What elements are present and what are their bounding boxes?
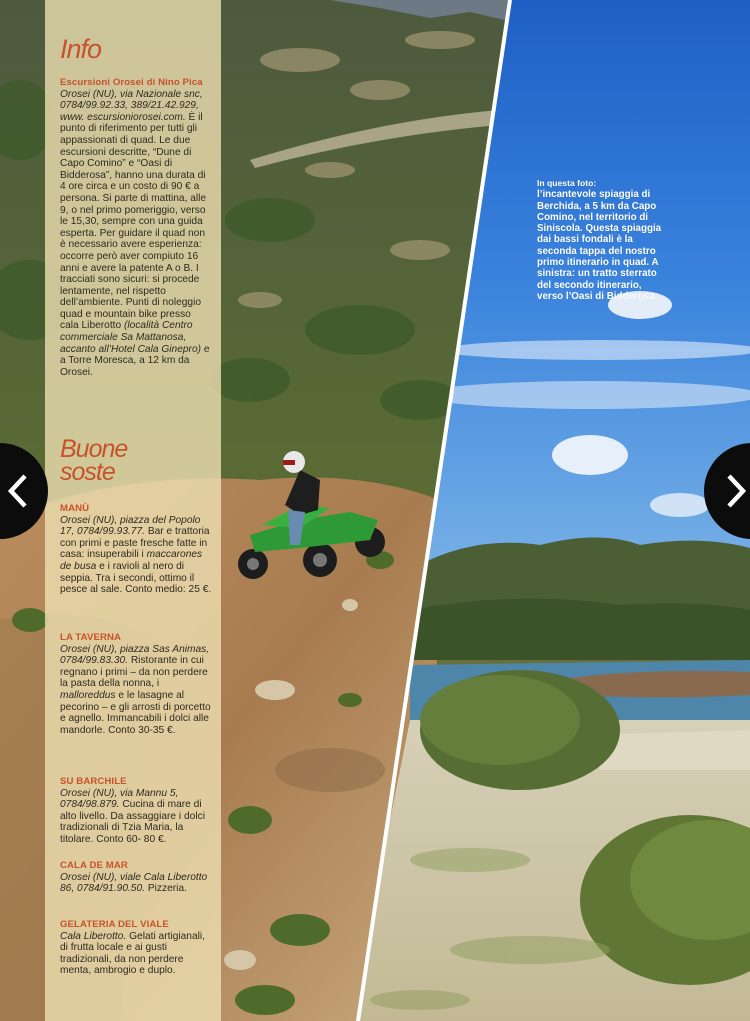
entry-address: Orosei (NU), piazza Sas Animas, 0784/99.83.30. (60, 643, 210, 667)
soste-entry-cala-de-mar (60, 860, 212, 895)
entry-name: Escursioni Orosei di Nino Pica (60, 77, 203, 88)
soste-title-line2: soste (60, 458, 115, 486)
info-entry (60, 77, 212, 378)
entry-name: SU BARCHILE (60, 776, 127, 787)
entry-name: MANÙ (60, 503, 90, 514)
entry-text-italic: malloreddus (60, 689, 116, 701)
soste-entry-la-taverna (60, 632, 212, 736)
entry-name: LA TAVERNA (60, 632, 122, 643)
entry-text-b: e i ravioli al nero di seppia. Tra i secondi, ottimo il pesce al sale. Conto medio: 25 €. (60, 560, 212, 596)
caption-text: l’incantevole spiaggia di Berchida, a 5 km da Capo Comino, nel territorio di Siniscola. Questa spiaggia dai bassi fondali è la seconda tappa del nostro primo itinerario in quad. (537, 189, 662, 269)
soste-entry-su-barchile (60, 776, 212, 846)
entry-address: Orosei (NU), via Mannu 5, 0784/98.879. (60, 787, 179, 811)
info-title: Info (60, 34, 102, 64)
entry-text: È il punto di riferimento per tutti gli appassionati di quad. Le due escursioni descritte, “Dune di Capo Comino” e “Oasi di Bidderosa”, hanno una durata di 4 ore circa e un costo di 90 € a persona. Si parte di mattina, alle 9, o nel primo pomeriggio, verso le 15,30, sempre con una guida esperta. Per guidare il quad non è necessario avere esperienza: occorre però aver compiuto 16 anni e avere la patente A o B. I tracciati sono sicuri: si procede lentamente, nel rispetto dell’ambiente. Punti di noleggio quad e mountain bike presso cala Liberotto (60, 111, 207, 332)
caption-text2: un tratto sterrato del secondo itinerario, verso l’Oasi di Bidderosa. (537, 268, 658, 302)
soste-entry-gelateria (60, 919, 212, 977)
photo-caption (537, 178, 667, 302)
entry-name: GELATERIA DEL VIALE (60, 919, 169, 930)
caption-lead: In questa foto: (537, 178, 597, 188)
arrow-right-icon (726, 474, 746, 508)
entry-address: Orosei (NU), via Nazionale snc, 0784/99.92.33, 389/21.42.929, www. escursioniorosei.com. (60, 88, 203, 123)
caption-lead2: A sinistra: (537, 257, 659, 280)
entry-address: Orosei (NU), viale Cala Liberotto 86, 0784/91.90.50. (60, 871, 208, 895)
entry-text: Pizzeria. (147, 883, 187, 895)
soste-title (60, 435, 128, 486)
entry-address: Orosei (NU), piazza del Popolo 17, 0784/99.93.77. (60, 514, 201, 538)
entry-address: Cala Liberotto. (60, 930, 127, 942)
entry-text: Ristorante in cui regnano i primi – da non perdere la pasta della nonna, i (60, 655, 208, 690)
entry-text: Bar e trattoria con primi e paste fresche fatte in casa: insuperabili i (60, 526, 210, 561)
soste-title-line1: Buone (60, 435, 128, 463)
entry-text-end: e a Torre Moresca, a 12 km da Orosei. (60, 343, 210, 378)
entry-text-b: e le lasagne al pecorino – e gli arrosti di porcetto e agnello. Immancabili i dolci alle mandorle. Conto 30-35 €. (60, 689, 211, 736)
entry-text-italic: (località Centro commerciale Sa Mattanosa, accanto all’Hotel Cala Ginepro) (60, 320, 201, 355)
entry-text: Gelati artigianali, di frutta locale e ai gusti tradizionali, da non perdere menta, ambrogio e duplo. (60, 930, 205, 977)
entry-text-italic: maccarones de busa (60, 549, 203, 572)
arrow-left-icon (8, 474, 28, 508)
entry-text: Cucina di mare di alto livello. Da assaggiare i dolci tradizionali di Tzia Maria, la titolare. Conto 60- 80 €. (60, 799, 205, 845)
info-panel (45, 0, 221, 1021)
entry-name: CALA DE MAR (60, 860, 128, 871)
soste-entry-manu (60, 503, 212, 596)
